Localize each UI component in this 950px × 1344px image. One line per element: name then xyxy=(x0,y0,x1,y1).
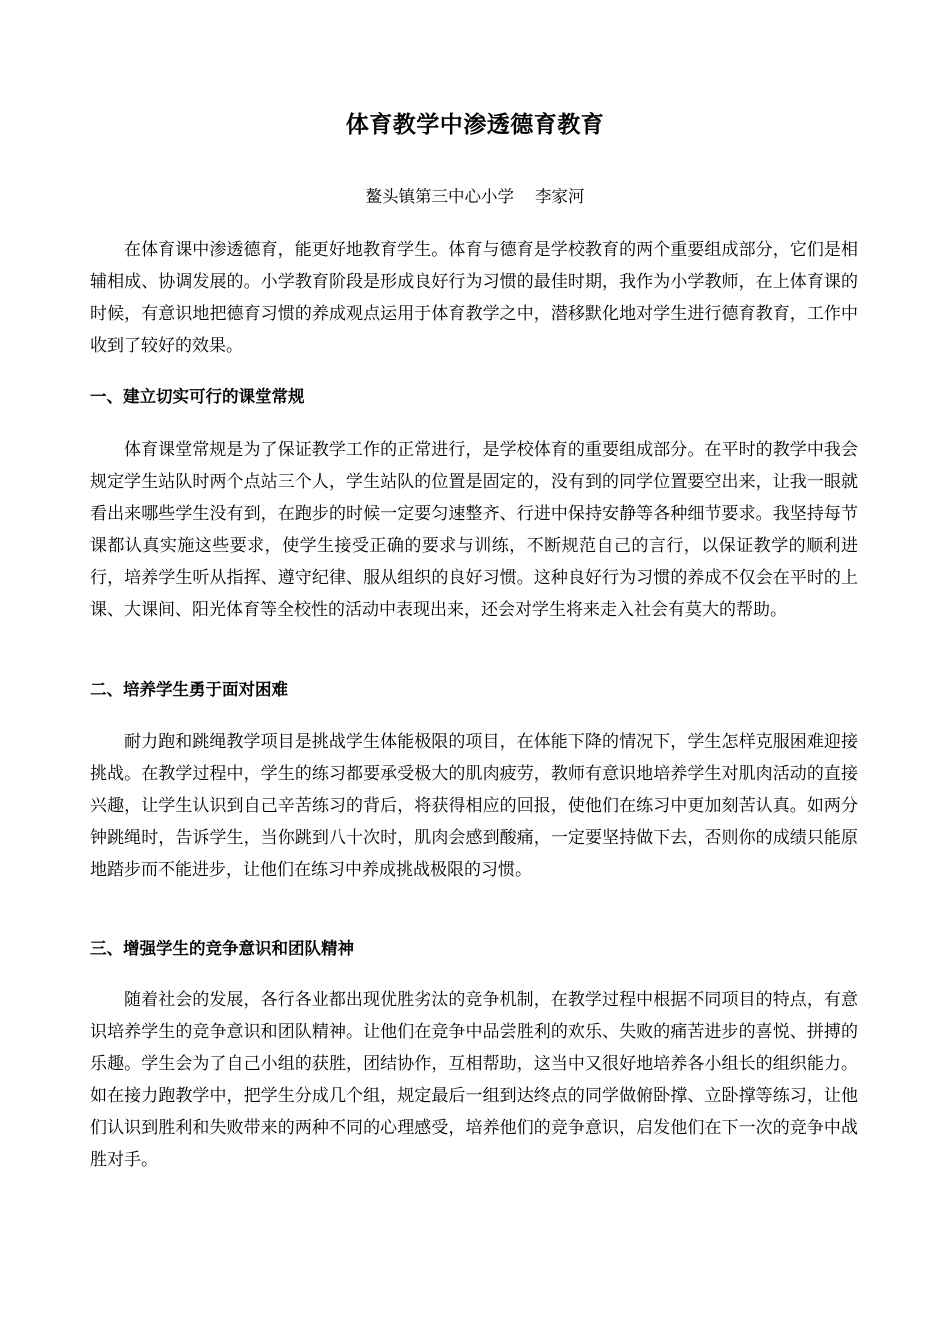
intro-paragraph: 在体育课中渗透德育，能更好地教育学生。体育与德育是学校教育的两个重要组成部分，它们是相辅相成、协调发展的。小学教育阶段是形成良好行为习惯的最佳时期，我作为小学教师，在上体育课的时候，有意识地把德育习惯的养成观点运用于体育教学之中，潜移默化地对学生进行德育教育，工作中收到了较好的效果。 xyxy=(90,240,858,356)
document-title: 体育教学中渗透德育教育 xyxy=(345,112,605,138)
author-byline: 鳌头镇第三中心小学 李家河 xyxy=(365,187,585,206)
section-paragraph-3: 随着社会的发展，各行各业都出现优胜劣汰的竞争机制，在教学过程中根据不同项目的特点，有意识培养学生的竞争意识和团队精神。让他们在竞争中品尝胜利的欢乐、失败的痛苦进步的喜悦、拼搏的乐趣。学生会为了自己小组的获胜，团结协作，互相帮助，这当中又很好地培养各小组长的组织能力。如在接力跑教学中，把学生分成几个组，规定最后一组到达终点的同学做俯卧撑、立卧撑等练习，让他们认识到胜利和失败带来的两种不同的心理感受，培养他们的竞争意识，启发他们在下一次的竞争中战胜对手。 xyxy=(90,990,858,1170)
section-paragraph-2: 耐力跑和跳绳教学项目是挑战学生体能极限的项目，在体能下降的情况下，学生怎样克服困难迎接挑战。在教学过程中，学生的练习都要承受极大的肌肉疲劳，教师有意识地培养学生对肌肉活动的直接兴趣，让学生认识到自己辛苦练习的背后，将获得相应的回报，使他们在练习中更加刻苦认真。如两分钟跳绳时，告诉学生，当你跳到八十次时，肌肉会感到酸痛，一定要坚持做下去，否则你的成绩只能原地踏步而不能进步，让他们在练习中养成挑战极限的习惯。 xyxy=(90,732,858,880)
section-heading-3: 三、增强学生的竞争意识和团队精神 xyxy=(90,939,354,958)
section-heading-1: 一、建立切实可行的课堂常规 xyxy=(90,387,305,406)
section-paragraph-1: 体育课堂常规是为了保证教学工作的正常进行，是学校体育的重要组成部分。在平时的教学中我会规定学生站队时两个点站三个人，学生站队的位置是固定的，没有到的同学位置要空出来，让我一眼就看出来哪些学生没有到，在跑步的时候一定要匀速整齐、行进中保持安静等各种细节要求。我坚持每节课都认真实施这些要求，使学生接受正确的要求与训练，不断规范自己的言行，以保证教学的顺利进行，培养学生听从指挥、遵守纪律、服从组织的良好习惯。这种良好行为习惯的养成不仅会在平时的上课、大课间、阳光体育等全校性的活动中表现出来，还会对学生将来走入社会有莫大的帮助。 xyxy=(90,440,858,620)
section-heading-2: 二、培养学生勇于面对困难 xyxy=(90,680,288,699)
